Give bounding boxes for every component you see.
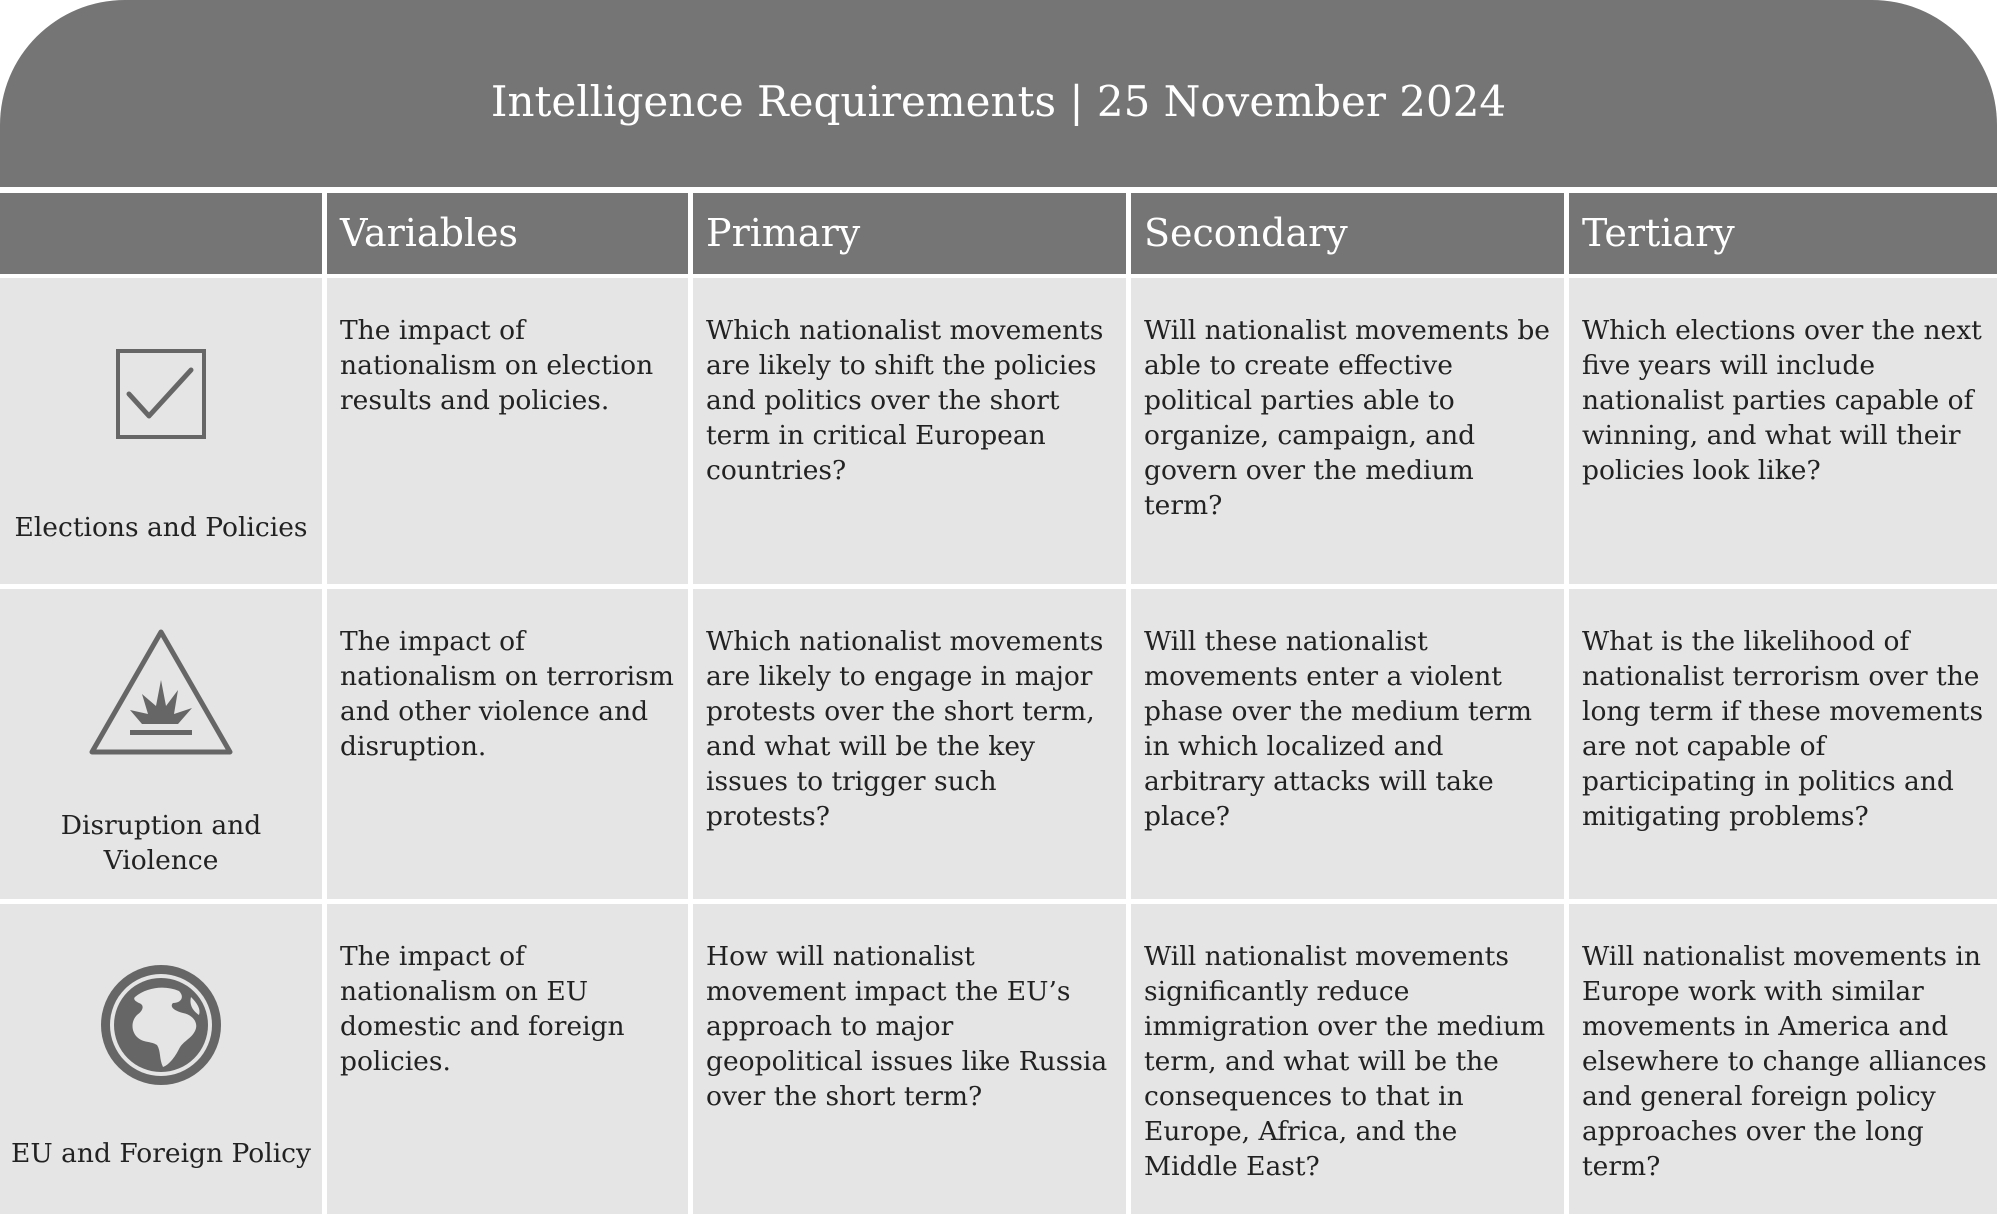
- header-blank-cell: [0, 193, 322, 274]
- header-variables: Variables: [327, 193, 688, 274]
- row-tertiary-cell: Which elections over the next five years will include nationalist parties capable of winning, and what will their policies look like?: [1569, 278, 1997, 584]
- row-category-label: Disruption and Violence: [60, 810, 262, 876]
- row-variables-cell: The impact of nationalism on EU domestic and foreign policies.: [327, 904, 688, 1214]
- row-primary-cell: Which nationalist movements are likely to shift the policies and politics over the short term in critical European countries?: [693, 278, 1126, 584]
- row-secondary-cell: Will nationalist movements be able to create effective political parties able to organize, campaign, and govern over the medium term?: [1131, 278, 1564, 584]
- checkbox-icon: [0, 348, 322, 440]
- row-tertiary-cell: What is the likelihood of nationalist terrorism over the long term if these movements are not capable of participating in politics and mitigating problems?: [1569, 589, 1997, 899]
- globe-icon: [0, 959, 322, 1091]
- row-variables-cell: The impact of nationalism on terrorism and other violence and disruption.: [327, 589, 688, 899]
- row-secondary-cell: Will nationalist movements significantly reduce immigration over the medium term, and what will be the consequences to that in Europe, Africa, and the Middle East?: [1131, 904, 1564, 1214]
- row-category-cell: [0, 278, 322, 584]
- table-header-row: [0, 193, 2000, 274]
- explosion-warning-icon: [0, 626, 322, 760]
- row-category-label: EU and Foreign Policy: [10, 1138, 311, 1169]
- row-category-cell: [0, 904, 322, 1214]
- header-secondary: Secondary: [1131, 193, 1564, 274]
- row-variables-cell: The impact of nationalism on election results and policies.: [327, 278, 688, 584]
- title-banner: [0, 0, 1997, 187]
- header-primary: Primary: [693, 193, 1126, 274]
- header-tertiary: Tertiary: [1569, 193, 1997, 274]
- row-secondary-cell: Will these nationalist movements enter a violent phase over the medium term in which localized and arbitrary attacks will take place?: [1131, 589, 1564, 899]
- row-primary-cell: How will nationalist movement impact the EU’s approach to major geopolitical issues like Russia over the short term?: [693, 904, 1126, 1214]
- page-title: Intelligence Requirements | 25 November 2024: [490, 77, 1507, 126]
- row-primary-cell: Which nationalist movements are likely to engage in major protests over the short term, and what will be the key issues to trigger such protests?: [693, 589, 1126, 899]
- row-tertiary-cell: Will nationalist movements in Europe work with similar movements in America and elsewhere to change alliances and general foreign policy approaches over the long term?: [1569, 904, 1997, 1214]
- row-category-cell: [0, 589, 322, 899]
- row-category-label: Elections and Policies: [14, 512, 308, 543]
